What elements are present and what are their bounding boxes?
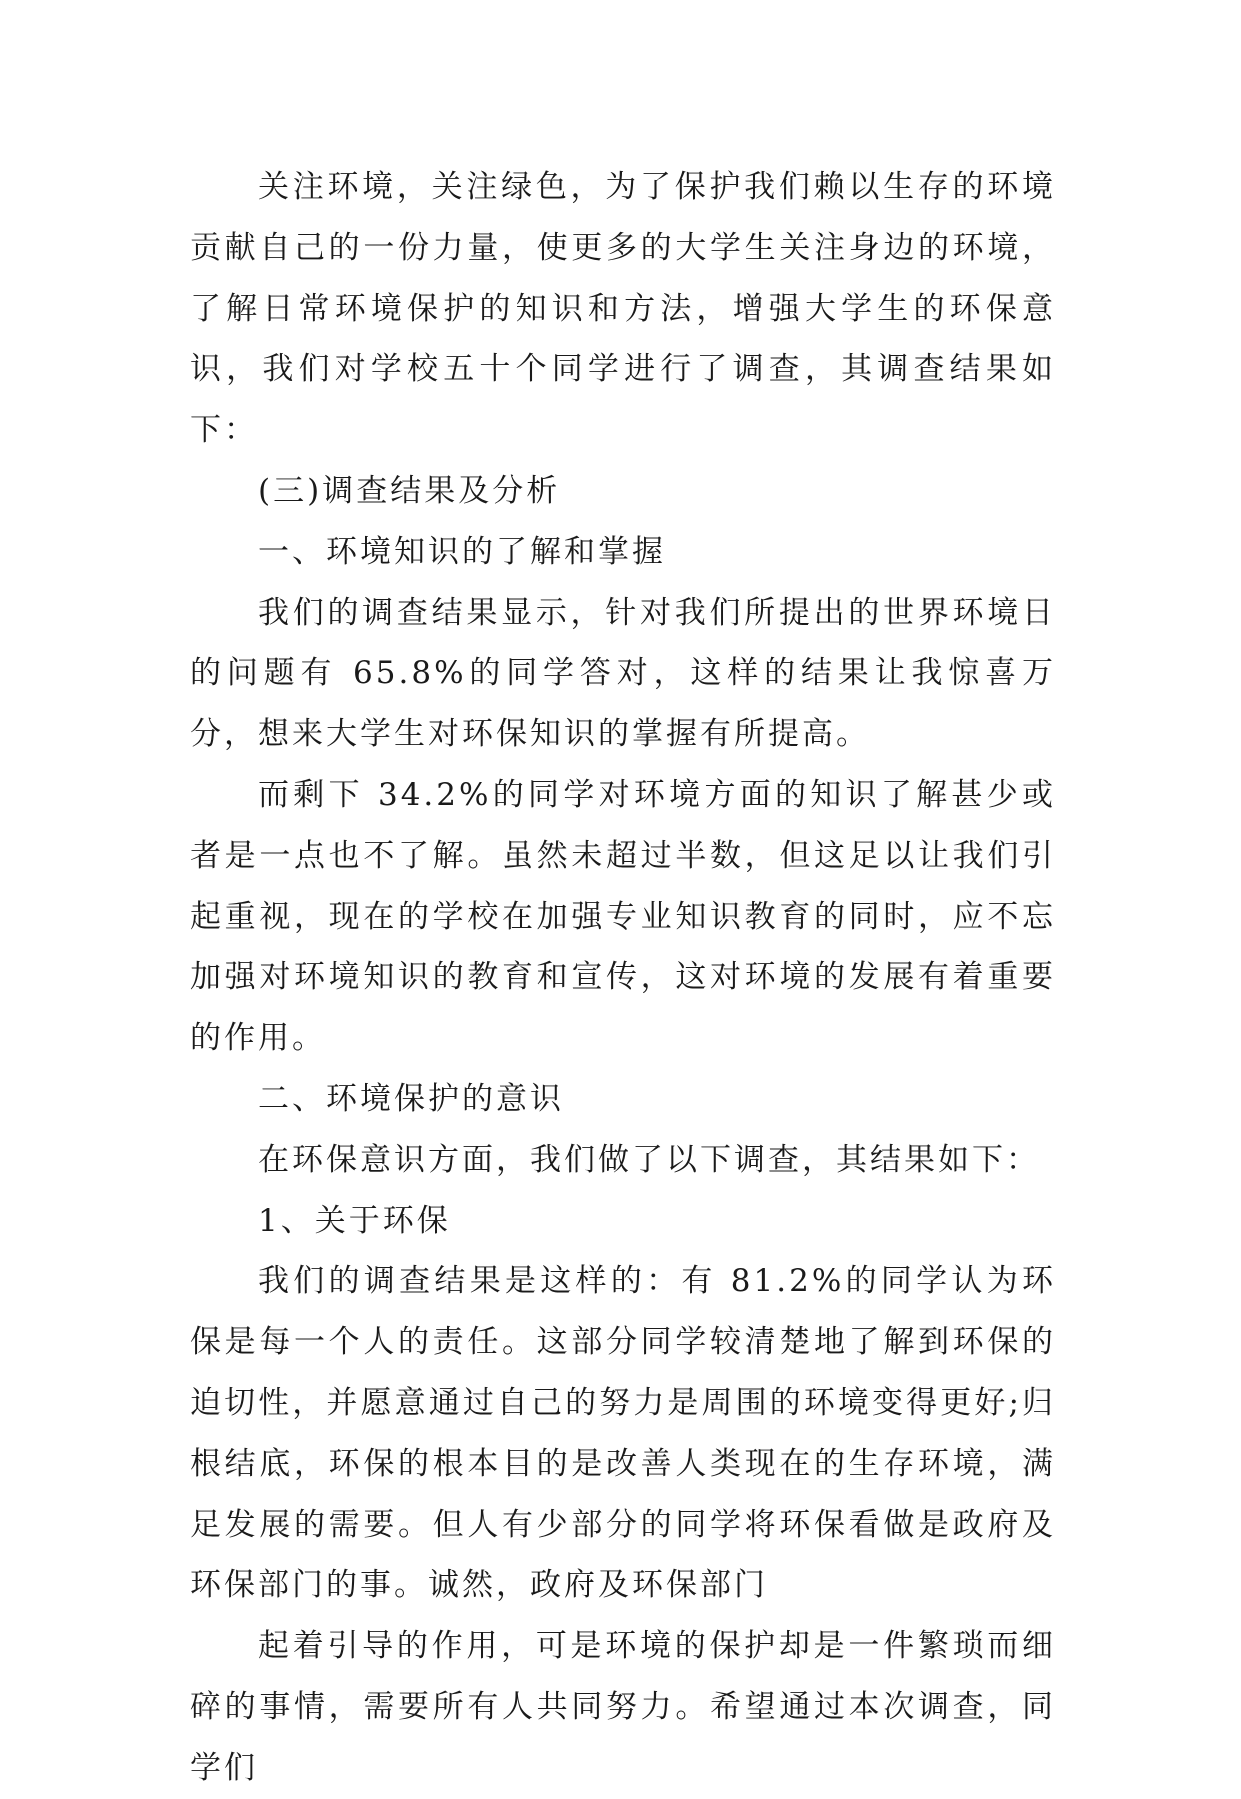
paragraph-intro: 关注环境，关注绿色，为了保护我们赖以生存的环境贡献自己的一份力量，使更多的大学生关注身边的环境，了解日常环境保护的知识和方法，增强大学生的环保意识，我们对学校五十个同学进行了调查，其调查结果如下： [190, 169, 1056, 449]
paragraph-knowledge-remaining: 而剩下 34.2%的同学对环境方面的知识了解甚少或者是一点也不了解。虽然未超过半数，但这足以让我们引起重视，现在的学校在加强专业知识教育的同时，应不忘加强对环境知识的教育和宣传，这对环境的发展有着重要的作用。 [190, 776, 1056, 1057]
paragraph-guidance: 起着引导的作用，可是环境的保护却是一件繁琐而细碎的事情，需要所有人共同努力。希望通过本次调查，同学们 [190, 1628, 1056, 1786]
paragraph-awareness-intro: 在环保意识方面，我们做了以下调查，其结果如下： [258, 1141, 1040, 1178]
subheading-awareness: 二、环境保护的意识 [258, 1080, 564, 1117]
paragraph-responsibility: 我们的调查结果是这样的：有 81.2%的同学认为环保是每一个人的责任。这部分同学较清楚地了解到环保的迫切性，并愿意通过自己的努力是周围的环境变得更好;归根结底，环保的根本目的是改善人类现在的生存环境，满足发展的需要。但人有少部分的同学将环保看做是政府及环保部门的事。诚然，政府及环保部门 [190, 1263, 1056, 1604]
subheading-knowledge: 一、环境知识的了解和掌握 [258, 533, 666, 570]
paragraph-knowledge-result: 我们的调查结果显示，针对我们所提出的世界环境日的问题有 65.8%的同学答对，这样的结果让我惊喜万分，想来大学生对环保知识的掌握有所提高。 [190, 594, 1056, 753]
document-body [190, 157, 1056, 1799]
section-heading-results: (三)调查结果及分析 [258, 472, 561, 509]
subheading-about-env: 1、关于环保 [258, 1202, 451, 1239]
